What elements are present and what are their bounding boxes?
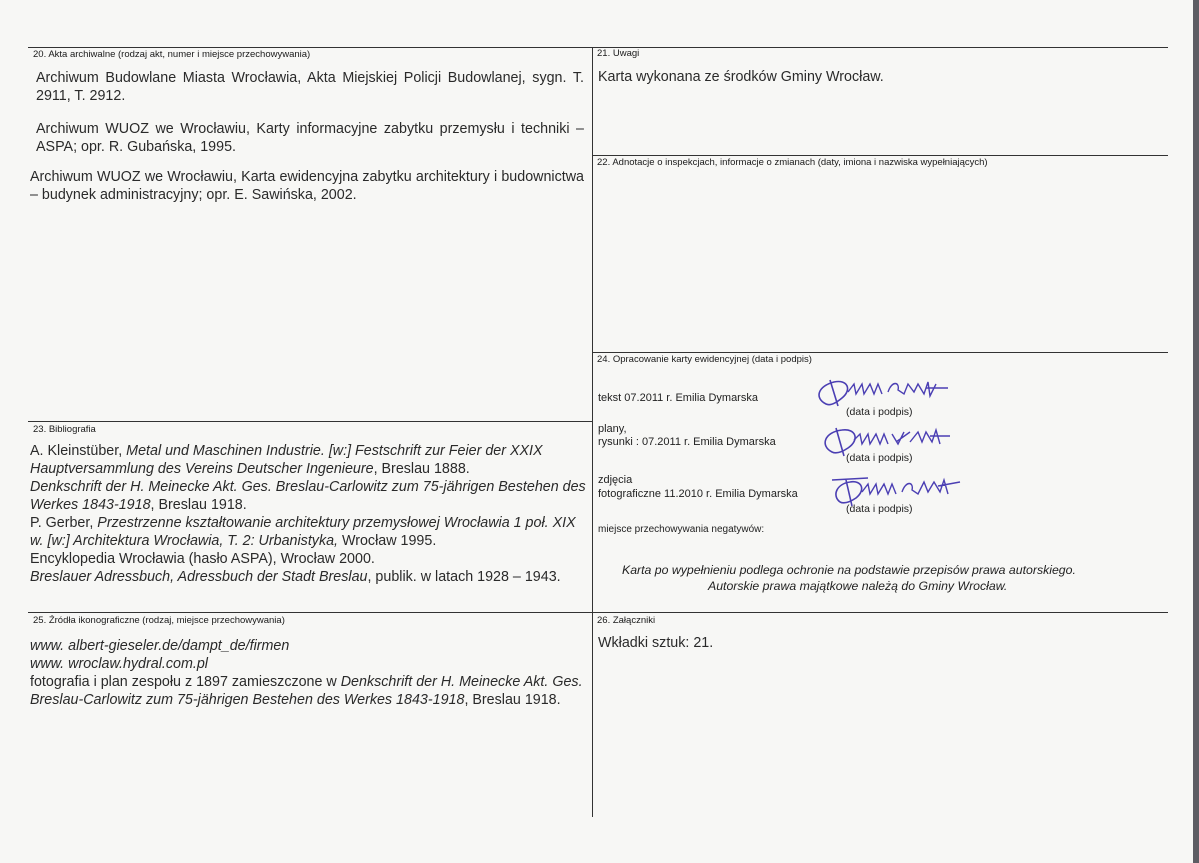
archive-entry-2: Archiwum WUOZ we Wrocławiu, Karty informacyjne zabytku przemysłu i techniki – ASPA; opr. R. Gubańska, 1995. bbox=[36, 121, 584, 155]
signature-photos bbox=[828, 466, 978, 512]
rule-22-24 bbox=[592, 352, 1168, 353]
signature-text bbox=[808, 370, 958, 416]
plans-line-1: plany, bbox=[598, 423, 627, 435]
signature-caption-3: (data i podpis) bbox=[846, 503, 913, 515]
remarks-text: Karta wykonana ze środków Gminy Wrocław. bbox=[598, 69, 884, 85]
bibliography-entry-5: Breslauer Adressbuch, Adressbuch der Stadt Breslau, publik. w latach 1928 – 1943. bbox=[30, 569, 561, 585]
section-23-label: 23. Bibliografia bbox=[33, 424, 96, 435]
section-26-label: 26. Załączniki bbox=[597, 615, 656, 626]
iconography-url-2: www. wroclaw.hydral.com.pl bbox=[30, 656, 208, 672]
plans-line-2: rysunki : 07.2011 r. Emilia Dymarska bbox=[598, 436, 776, 448]
section-21-label: 21. Uwagi bbox=[597, 48, 640, 59]
text-author-line: tekst 07.2011 r. Emilia Dymarska bbox=[598, 392, 758, 404]
signature-plans bbox=[818, 418, 968, 464]
rule-bottom-sections bbox=[28, 612, 1168, 613]
bibliography-entry-1: A. Kleinstüber, Metal und Maschinen Industrie. [w:] Festschrift zur Feier der XXIX Hauptversammlung des Vereins Deutscher Ingenieure, Breslau 1888. bbox=[30, 443, 543, 477]
rule-21-22 bbox=[592, 155, 1168, 156]
iconography-list bbox=[30, 637, 586, 709]
center-divider bbox=[592, 47, 593, 817]
section-25-label: 25. Źródła ikonograficzne (rodzaj, miejsce przechowywania) bbox=[33, 615, 285, 626]
archive-entry-3: Archiwum WUOZ we Wrocławiu, Karta ewidencyjna zabytku architektury i budownictwa – budynek administracyjny; opr. E. Sawińska, 2002. bbox=[30, 169, 584, 203]
section-24-label: 24. Opracowanie karty ewidencyjnej (data i podpis) bbox=[597, 354, 812, 365]
bibliography-entry-3: P. Gerber, Przestrzenne kształtowanie architektury przemysłowej Wrocławia 1 poł. XIX w. [w:] Architektura Wrocławia, T. 2: Urbanistyka, Wrocław 1995. bbox=[30, 515, 576, 549]
copyright-notice-1: Karta po wypełnieniu podlega ochronie na podstawie przepisów prawa autorskiego. bbox=[622, 563, 1076, 577]
signature-caption-2: (data i podpis) bbox=[846, 452, 913, 464]
photos-line-2: fotograficzne 11.2010 r. Emilia Dymarska bbox=[598, 488, 798, 500]
scan-edge bbox=[1193, 0, 1199, 863]
iconography-description: fotografia i plan zespołu z 1897 zamieszczone w Denkschrift der H. Meinecke Akt. Ges. Breslau-Carlowitz zum 75-jährigen Bestehen des Werkes 1843-1918, Breslau 1918. bbox=[30, 674, 583, 708]
iconography-url-1: www. albert-gieseler.de/dampt_de/firmen bbox=[30, 638, 290, 654]
copyright-notice-2: Autorskie prawa majątkowe należą do Gminy Wrocław. bbox=[708, 579, 1008, 593]
attachments-text: Wkładki sztuk: 21. bbox=[598, 635, 714, 651]
archive-entry-1: Archiwum Budowlane Miasta Wrocławia, Akta Miejskiej Policji Budowlanej, sygn. T. 2911, T. 2912. bbox=[36, 70, 584, 104]
bibliography-entry-2: Denkschrift der H. Meinecke Akt. Ges. Breslau-Carlowitz zum 75-jährigen Bestehen des Werkes 1843-1918, Breslau 1918. bbox=[30, 479, 586, 513]
section-20-label: 20. Akta archiwalne (rodzaj akt, numer i miejsce przechowywania) bbox=[33, 49, 311, 60]
bibliography-list bbox=[30, 442, 586, 586]
signature-caption-1: (data i podpis) bbox=[846, 406, 913, 418]
rule-20-23 bbox=[28, 421, 592, 422]
negatives-storage-label: miejsce przechowywania negatywów: bbox=[598, 524, 765, 535]
bibliography-entry-4: Encyklopedia Wrocławia (hasło ASPA), Wrocław 2000. bbox=[30, 551, 375, 567]
section-22-label: 22. Adnotacje o inspekcjach, informacje o zmianach (daty, imiona i nazwiska wypełniających) bbox=[597, 157, 988, 168]
photos-line-1: zdjęcia bbox=[598, 474, 633, 486]
